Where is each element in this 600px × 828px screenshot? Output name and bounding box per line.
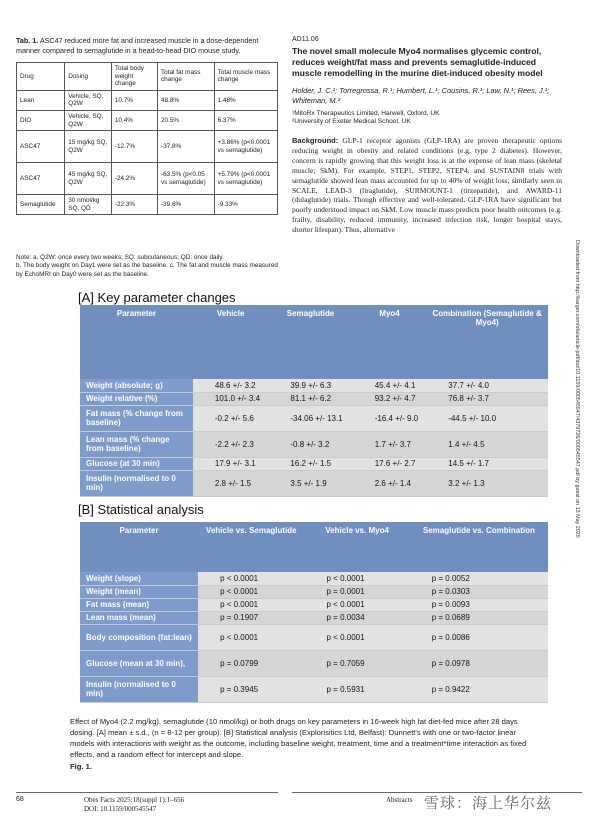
value-cell: 45.4 +/- 4.1 (353, 379, 427, 392)
parameter-label: Glucose (mean at 30 min), (80, 650, 198, 676)
figure-header-cell: Vehicle (193, 305, 269, 379)
figure-row (80, 572, 548, 585)
value-cell: p < 0.0001 (198, 572, 304, 585)
section-b-tag: [B] (78, 502, 94, 517)
section-name: Abstracts (386, 796, 413, 804)
download-notice: Downloaded from http://karger.com/ofa/article-pdf/doi/10.1159/000545547/4379726/000545547.pdf by guest on 13 May 2025 (574, 240, 580, 538)
parameter-label: Weight (mean) (80, 585, 198, 598)
table-cell: -37.8% (157, 131, 214, 163)
author-list: Holder, J. C.¹; Torregrossa, R.¹; Humbert, L.¹; Cousins, R.¹; Law, N.¹; Rees, J.¹; Whiteman, M.² (292, 86, 550, 105)
value-cell: p = 0.9422 (410, 676, 548, 702)
parameter-label: Lean mass (% change from baseline) (80, 431, 193, 457)
table-row (17, 131, 278, 163)
figure-header-cell: Vehicle vs. Myo4 (305, 522, 410, 572)
figure-header-row (80, 522, 548, 572)
affiliation: ²University of Exeter Medical School, UK (292, 118, 411, 126)
value-cell: -44.5 +/- 10.0 (426, 405, 548, 431)
parameter-label: Fat mass (mean) (80, 598, 198, 611)
figure-row (80, 611, 548, 624)
table-cell: -9.33% (214, 195, 277, 215)
figure-row (80, 379, 548, 392)
table-cell: 6.37% (214, 110, 277, 130)
figure-header-cell: Vehicle vs. Semaglutide (198, 522, 304, 572)
table-note: Note: a. Q2W: once every two weeks; SQ: subcutaneous; QD: once daily. (16, 254, 224, 261)
article-title: The novel small molecule Myo4 normalises glycemic control, reduces weight/fat mass and prevents semaglutide-induced muscle remodelling in the murine diet-induced obesity model (292, 46, 543, 78)
results-table (16, 62, 278, 215)
figure-row (80, 650, 548, 676)
value-cell: 1.7 +/- 3.7 (353, 431, 427, 457)
table-row (17, 163, 278, 195)
value-cell: 17.6 +/- 2.7 (353, 457, 427, 470)
table-header-cell: Dosing (65, 63, 112, 91)
figure-row (80, 405, 548, 431)
value-cell: p = 0.1907 (198, 611, 304, 624)
value-cell: p = 0.0086 (410, 624, 548, 650)
affiliation: ¹MitoRx Therapeutics Limited, Harwell, Oxford, UK (292, 110, 440, 117)
table-row (17, 110, 278, 130)
value-cell: p = 0.0034 (305, 611, 410, 624)
value-cell: -0.2 +/- 5.6 (193, 405, 269, 431)
figure-header-row (80, 305, 548, 379)
figure-label: Fig. 1. (70, 762, 92, 771)
section-a-heading (78, 290, 236, 305)
table-notes (16, 254, 278, 279)
value-cell: p = 0.0978 (410, 650, 548, 676)
parameter-label: Glucose (at 30 min) (80, 457, 193, 470)
table-cell: Vehicle, SQ, Q2W (65, 90, 112, 110)
figure-row (80, 624, 548, 650)
value-cell: p = 0.5931 (305, 676, 410, 702)
background-label: Background: (292, 136, 339, 145)
table-caption-text: ASC47 reduced more fat and increased muscle in a dose-dependent manner compared to semaglutide in a head-to-head DIO mouse study. (16, 36, 259, 55)
value-cell: 3.5 +/- 1.9 (268, 470, 352, 496)
section-b-title: Statistical analysis (93, 502, 204, 517)
figure-header-cell: Combination (Semaglutide & Myo4) (426, 305, 548, 379)
table-header-cell: Total fat mass change (157, 63, 214, 91)
value-cell: p = 0.7059 (305, 650, 410, 676)
value-cell: -16.4 +/- 9.0 (353, 405, 427, 431)
table-note: b. The body weight on Day1 were set as the baseline. c. The fat and muscle mass measured by EchoMRI on Day0 were set as the baseline. (16, 262, 278, 278)
table-cell: -24.2% (111, 163, 157, 195)
table-cell: -39.6% (157, 195, 214, 215)
parameter-label: Lean mass (mean) (80, 611, 198, 624)
value-cell: 17.9 +/- 3.1 (193, 457, 269, 470)
table-caption-label: Tab. 1. (16, 36, 39, 45)
table-header-row (17, 63, 278, 91)
table-cell: 15 mg/kg SQ, Q2W (65, 131, 112, 163)
value-cell: -0.8 +/- 3.2 (268, 431, 352, 457)
value-cell: p = 0.0689 (410, 611, 548, 624)
section-a-tag: [A] (78, 290, 94, 305)
footer-rule-left (16, 792, 278, 793)
figure-row (80, 676, 548, 702)
figure-row (80, 431, 548, 457)
watermark: 雪球：海上华尔兹 (424, 795, 553, 812)
value-cell: p = 0.3945 (198, 676, 304, 702)
value-cell: 3.2 +/- 1.3 (426, 470, 548, 496)
table-row (17, 195, 278, 215)
table-cell: DIO (17, 110, 65, 130)
parameter-label: Fat mass (% change from baseline) (80, 405, 193, 431)
figure-row (80, 470, 548, 496)
table-cell: 10.7% (111, 90, 157, 110)
value-cell: 2.8 +/- 1.5 (193, 470, 269, 496)
doi: DOI: 10.1159/000545547 (84, 805, 157, 813)
key-parameter-table (80, 305, 548, 497)
parameter-label: Insulin (normalised to 0 min) (80, 470, 193, 496)
journal-citation (84, 796, 184, 814)
table-cell: Vehicle, SQ, Q2W (65, 110, 112, 130)
table-cell: 1.48% (214, 90, 277, 110)
figure-row (80, 598, 548, 611)
figure-header-cell: Semaglutide (268, 305, 352, 379)
value-cell: p < 0.0001 (305, 624, 410, 650)
value-cell: 37.7 +/- 4.0 (426, 379, 548, 392)
parameter-label: Weight relative (%) (80, 392, 193, 405)
figure-header-cell: Parameter (80, 305, 193, 379)
value-cell: p = 0.0799 (198, 650, 304, 676)
value-cell: 39.9 +/- 6.3 (268, 379, 352, 392)
figure-row (80, 392, 548, 405)
parameter-label: Weight (absolute; g) (80, 379, 193, 392)
table-cell: -22.3% (111, 195, 157, 215)
background-text: GLP-1 receptor agonists (GLP-1RA) are proven therapeutic options reducing weight in obesity and related conditions (e.g. type 2 diabetes). However, concern is rapidly growing that this weight loss is at the expense of lean mass (skeletal muscle; SkM). For example, STEP1, STEP2, STEP4, and SUSTAIN8 trials with semaglutide showed lean mass accounted for up to 40% of weight loss; similarly seen in SCALE, LEAD-3 (liraglutide), SURMOUNT-1 (tirzepatide), and AWARD-11 (dulaglutide) trials. Though effective and well-tolerated, GLP-1RA have significant but poorly understood impact on SkM. Low muscle mass predicts poor health outcomes (e.g. frailty, disability, reduced immunity, increased infection risk, longer hospital stays, shorter lifespan). Thus, alternative (292, 136, 562, 235)
figure-header-cell: Parameter (80, 522, 198, 572)
table-cell: +3.86% (p<0.0001 vs semaglutide) (214, 131, 277, 163)
value-cell: 1.4 +/- 4.5 (426, 431, 548, 457)
table-header-cell: Total muscle mass change (214, 63, 277, 91)
table-cell: Semaglutide (17, 195, 65, 215)
value-cell: 93.2 +/- 4.7 (353, 392, 427, 405)
table-cell: 20.5% (157, 110, 214, 130)
value-cell: p = 0.0093 (410, 598, 548, 611)
statistical-analysis-table (80, 522, 548, 703)
value-cell: -34.06 +/- 13.1 (268, 405, 352, 431)
value-cell: p < 0.0001 (305, 598, 410, 611)
value-cell: 2.6 +/- 1.4 (353, 470, 427, 496)
table-cell: 10.4% (111, 110, 157, 130)
value-cell: -2.2 +/- 2.3 (193, 431, 269, 457)
value-cell: p < 0.0001 (198, 585, 304, 598)
parameter-label: Insulin (normalised to 0 min) (80, 676, 198, 702)
value-cell: 101.0 +/- 3.4 (193, 392, 269, 405)
table-header-cell: Total body weight change (111, 63, 157, 91)
table-cell: -12.7% (111, 131, 157, 163)
table-caption (16, 36, 278, 55)
value-cell: 48.6 +/- 3.2 (193, 379, 269, 392)
section-a-title: Key parameter changes (93, 290, 236, 305)
value-cell: 81.1 +/- 6.2 (268, 392, 352, 405)
figure-row (80, 585, 548, 598)
value-cell: 14.5 +/- 1.7 (426, 457, 548, 470)
table-cell: 48.8% (157, 90, 214, 110)
table-cell: -63.5% (p<0.05 vs semaglutide) (157, 163, 214, 195)
value-cell: p = 0.0303 (410, 585, 548, 598)
table-cell: Lean (17, 90, 65, 110)
table-cell: 45 mg/kg SQ, Q2W (65, 163, 112, 195)
figure-row (80, 457, 548, 470)
value-cell: p < 0.0001 (198, 624, 304, 650)
background-paragraph (292, 136, 562, 235)
table-cell: ASC47 (17, 131, 65, 163)
table-cell: +5.79% (p<0.0001 vs semaglutide) (214, 163, 277, 195)
table-cell: ASC47 (17, 163, 65, 195)
figure-header-cell: Myo4 (353, 305, 427, 379)
figure-header-cell: Semaglutide vs. Combination (410, 522, 548, 572)
table-header-cell: Drug (17, 63, 65, 91)
page-number: 68 (16, 796, 24, 803)
table-cell: 30 nmol/kg SQ, QD (65, 195, 112, 215)
parameter-label: Body composition (fat:lean) (80, 624, 198, 650)
figure-caption: Effect of Myo4 (2.2 mg/kg), semaglutide (10 nmol/kg) or both drugs on key parameters in 16-week high fat diet-fed mice after 28 days dosing. [A] mean ± s.d., (n = 8-12 per group). [B] Statistical analysis (Explorisitics Ltd, Belfast): Dunnett's with one or two-factor linear models with interactions with weight as the outcome, including baseline weight, treatment, time and a treatment*time interaction as fixed effects, and a random effect for intercept and slope. (70, 717, 527, 759)
journal-reference: Obes Facts 2025;18(suppl 1):1–656 (84, 796, 185, 804)
parameter-label: Weight (slope) (80, 572, 198, 585)
value-cell: p < 0.0001 (198, 598, 304, 611)
affiliations (292, 110, 562, 127)
value-cell: 16.2 +/- 1.5 (268, 457, 352, 470)
abstract-code: AD11.06 (292, 36, 319, 43)
value-cell: 76.8 +/- 3.7 (426, 392, 548, 405)
value-cell: p = 0.0052 (410, 572, 548, 585)
table-row (17, 90, 278, 110)
value-cell: p < 0.0001 (305, 572, 410, 585)
section-b-heading (78, 502, 204, 517)
value-cell: p = 0.0001 (305, 585, 410, 598)
